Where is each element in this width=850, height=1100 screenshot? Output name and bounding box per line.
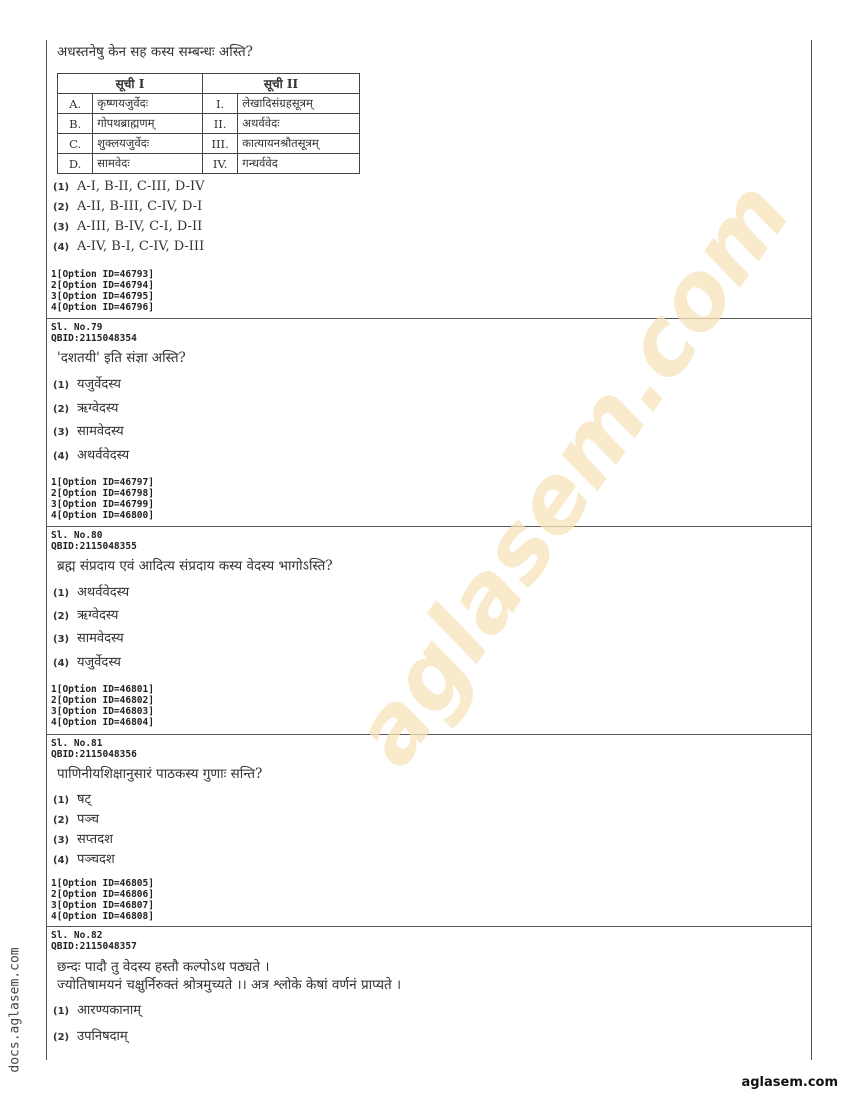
question-text-line-1: छन्दः पादौ तु वेदस्य हस्तौ कल्पोऽथ पठ्यते । [57, 959, 270, 975]
watermark: aglasem.com [331, 163, 812, 784]
option-text: ऋग्वेदस्य [77, 608, 119, 623]
row-label: III. [203, 134, 238, 154]
row-label: D. [58, 154, 93, 174]
option-text: षट् [77, 792, 92, 807]
option-text: A-III, B-IV, C-I, D-II [77, 219, 203, 234]
side-url-text: docs.aglasem.com [7, 947, 23, 1073]
table-row [58, 134, 360, 154]
option-id: 3[Option ID=46795] [51, 291, 154, 302]
option-id: 3[Option ID=46807] [51, 900, 154, 911]
option-id: 4[Option ID=46796] [51, 302, 154, 313]
option-2: (2) पञ्च [53, 812, 99, 827]
row-label: IV. [203, 154, 238, 174]
sl-no: Sl. No.80 [51, 530, 103, 541]
option-4: (4) यजुर्वेदस्य [53, 655, 121, 670]
option-1: (1) षट् [53, 792, 92, 807]
option-id: 2[Option ID=46806] [51, 889, 154, 900]
question-number [51, 930, 137, 952]
option-4: (4) A-IV, B-I, C-IV, D-III [53, 239, 205, 254]
divider [47, 926, 811, 927]
option-text: ऋग्वेदस्य [77, 401, 119, 416]
row-value: सामवेदः [93, 154, 203, 174]
row-value: लेखादिसंग्रहसूत्रम् [238, 94, 360, 114]
option-2: (2) उपनिषदाम् [53, 1029, 128, 1044]
option-id: 4[Option ID=46800] [51, 510, 154, 521]
row-value: कात्यायनश्रौतसूत्रम् [238, 134, 360, 154]
row-label: B. [58, 114, 93, 134]
option-id-list [51, 878, 154, 922]
option-4: (4) पञ्चदश [53, 852, 115, 867]
option-text: A-I, B-II, C-III, D-IV [77, 179, 205, 194]
option-3: (3) सामवेदस्य [53, 631, 124, 646]
row-label: A. [58, 94, 93, 114]
option-2: (2) A-II, B-III, C-IV, D-I [53, 199, 203, 214]
row-value: गोपथब्राह्मणम् [93, 114, 203, 134]
option-id-list [51, 684, 154, 728]
option-text: यजुर्वेदस्य [77, 655, 121, 670]
row-label: II. [203, 114, 238, 134]
option-id: 4[Option ID=46808] [51, 911, 154, 922]
question-number [51, 322, 137, 344]
option-id: 3[Option ID=46803] [51, 706, 154, 717]
option-text: आरण्यकानाम् [77, 1003, 142, 1018]
option-id: 2[Option ID=46794] [51, 280, 154, 291]
row-value: अथर्ववेदः [238, 114, 360, 134]
list-1-header: सूची I [58, 74, 203, 94]
option-id: 1[Option ID=46797] [51, 477, 154, 488]
option-id-list [51, 477, 154, 521]
option-id: 1[Option ID=46801] [51, 684, 154, 695]
sl-no: Sl. No.82 [51, 930, 103, 941]
divider [47, 526, 811, 527]
qbid: QBID:2115048355 [51, 541, 137, 552]
table-row [58, 114, 360, 134]
divider [47, 318, 811, 319]
option-4: (4) अथर्ववेदस्य [53, 448, 130, 463]
question-text-line-2: ज्योतिषामयनं चक्षुर्निरुक्तं श्रोत्रमुच्यते ।। अत्र श्लोके केषां वर्णनं प्राप्यते । [57, 977, 402, 993]
qbid: QBID:2115048357 [51, 941, 137, 952]
side-url [6, 930, 24, 1090]
option-text: सामवेदस्य [77, 424, 124, 439]
option-3: (3) A-III, B-IV, C-I, D-II [53, 219, 203, 234]
row-value: शुक्लयजुर्वेदः [93, 134, 203, 154]
question-text: ब्रह्म संप्रदाय एवं आदित्य संप्रदाय कस्य वेदस्य भागोऽस्ति? [57, 558, 333, 574]
row-label: I. [203, 94, 238, 114]
sl-no: Sl. No.81 [51, 738, 103, 749]
option-text: पञ्च [77, 812, 99, 827]
option-id: 4[Option ID=46804] [51, 717, 154, 728]
question-number [51, 530, 137, 552]
page-frame [46, 40, 812, 1060]
option-2: (2) ऋग्वेदस्य [53, 608, 119, 623]
option-id: 2[Option ID=46802] [51, 695, 154, 706]
divider [47, 734, 811, 735]
match-table [57, 73, 360, 174]
question-text: पाणिनीयशिक्षानुसारं पाठकस्य गुणाः सन्ति? [57, 766, 263, 782]
option-text: A-II, B-III, C-IV, D-I [77, 199, 203, 214]
option-text: पञ्चदश [77, 852, 115, 867]
option-id-list [51, 269, 154, 313]
option-text: सप्तदश [77, 832, 113, 847]
table-row [58, 94, 360, 114]
option-1: (1) यजुर्वेदस्य [53, 377, 121, 392]
table-row [58, 154, 360, 174]
sl-no: Sl. No.79 [51, 322, 103, 333]
list-2-header: सूची II [203, 74, 360, 94]
row-value: गन्धर्ववेद [238, 154, 360, 174]
option-1: (1) अथर्ववेदस्य [53, 585, 130, 600]
option-3: (3) सप्तदश [53, 832, 113, 847]
option-text: यजुर्वेदस्य [77, 377, 121, 392]
option-1: (1) आरण्यकानाम् [53, 1003, 142, 1018]
question-text: अधस्तनेषु केन सह कस्य सम्बन्धः अस्ति? [57, 44, 253, 60]
option-id: 1[Option ID=46793] [51, 269, 154, 280]
option-id: 3[Option ID=46799] [51, 499, 154, 510]
option-text: अथर्ववेदस्य [77, 585, 130, 600]
option-id: 1[Option ID=46805] [51, 878, 154, 889]
option-text: अथर्ववेदस्य [77, 448, 130, 463]
row-label: C. [58, 134, 93, 154]
option-id: 2[Option ID=46798] [51, 488, 154, 499]
question-text: 'दशतयी' इति संज्ञा अस्ति? [57, 350, 186, 366]
row-value: कृष्णयजुर्वेदः [93, 94, 203, 114]
option-text: A-IV, B-I, C-IV, D-III [77, 239, 205, 254]
option-text: सामवेदस्य [77, 631, 124, 646]
option-2: (2) ऋग्वेदस्य [53, 401, 119, 416]
brand-footer: aglasem.com [741, 1075, 838, 1090]
option-text: उपनिषदाम् [77, 1029, 128, 1044]
option-3: (3) सामवेदस्य [53, 424, 124, 439]
qbid: QBID:2115048356 [51, 749, 137, 760]
qbid: QBID:2115048354 [51, 333, 137, 344]
question-number [51, 738, 137, 760]
option-1: (1) A-I, B-II, C-III, D-IV [53, 179, 205, 194]
